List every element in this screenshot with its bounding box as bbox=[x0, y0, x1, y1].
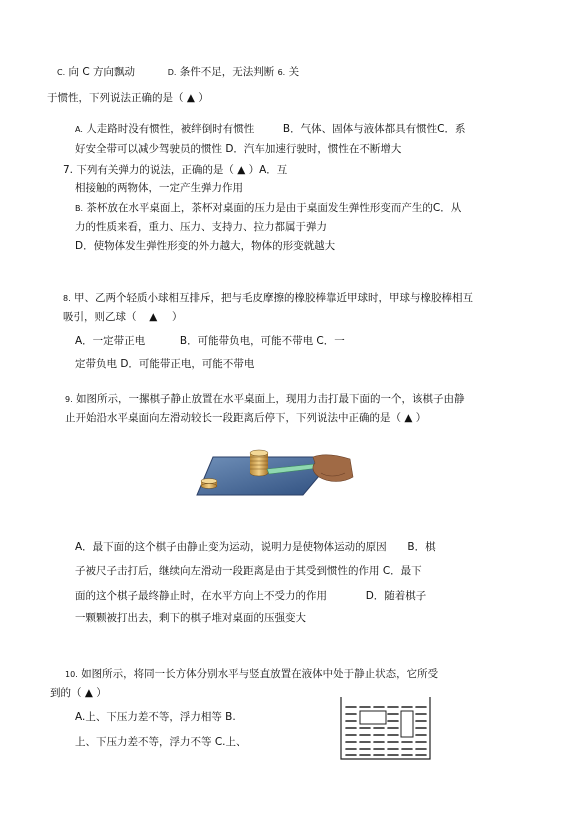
q10-option-a: A.上、下压力差不等，浮力相等 B. bbox=[75, 711, 236, 723]
q7-line4: 力的性质来看，重力、压力、支持力、拉力都属于弹力 bbox=[75, 221, 327, 233]
q8-line2 bbox=[63, 310, 182, 324]
q7-stem bbox=[63, 163, 287, 177]
question-stem: 如图所示，将同一长方体分别水平与竖直放置在液体中处于静止状态，它所受 bbox=[81, 668, 439, 680]
option-a-prefix: A. bbox=[75, 125, 83, 134]
q7-option-b bbox=[75, 201, 461, 216]
q6-tail-line bbox=[57, 65, 299, 80]
q9-stem bbox=[65, 392, 464, 407]
q6-line3: 好安全带可以减少驾驶员的惯性 D．汽车加速行驶时，惯性在不断增大 bbox=[75, 143, 402, 155]
question-start: 关 bbox=[288, 66, 300, 78]
liquid-container-figure bbox=[338, 695, 433, 761]
chess-stack bbox=[250, 450, 268, 476]
option-b-prefix: B. bbox=[75, 204, 84, 213]
vertical-block bbox=[401, 711, 413, 737]
question-number: 6. bbox=[277, 68, 286, 77]
option-b-text: B．棋 bbox=[407, 541, 436, 553]
answer-mark: ▲ bbox=[149, 311, 158, 323]
option-d-text: D．随着棋子 bbox=[365, 590, 427, 602]
paren-close: ） bbox=[415, 412, 427, 424]
paren-close: ）A．互 bbox=[248, 164, 288, 176]
option-c-text: 向 C 方向飘动 bbox=[68, 66, 135, 78]
q6-stem bbox=[47, 91, 209, 105]
hand bbox=[313, 455, 353, 482]
q8-option-ab bbox=[75, 334, 345, 348]
q9-line5 bbox=[75, 589, 426, 603]
option-b-text: B．可能带负电，可能不带电 C．一 bbox=[179, 335, 345, 347]
paren-close: ） bbox=[171, 311, 183, 323]
q6-option-ab bbox=[75, 122, 465, 137]
paren-close: ） bbox=[96, 687, 107, 699]
answer-mark: ▲ bbox=[237, 164, 246, 176]
chess-stack-figure bbox=[195, 443, 355, 503]
q9-line6: 一颗颗被打出去，剩下的棋子堆对桌面的压强变大 bbox=[75, 612, 306, 624]
question-stem-cont: 吸引，则乙球（ bbox=[63, 311, 137, 323]
question-number: 9. bbox=[65, 395, 73, 404]
option-c-text: 面的这个棋子最终静止时，在水平方向上不受力的作用 bbox=[75, 590, 327, 602]
q8-line4: 定带负电 D．可能带正电，可能不带电 bbox=[75, 358, 255, 370]
question-stem: 于惯性，下列说法正确的是（ bbox=[47, 92, 184, 104]
q8-stem bbox=[63, 291, 473, 306]
question-number: 8. bbox=[63, 294, 71, 303]
sliding-chess-piece bbox=[201, 479, 217, 489]
question-stem: 甲、乙两个轻质小球相互排斥，把与毛皮摩擦的橡胶棒靠近甲球时，甲球与橡胶棒相互 bbox=[73, 292, 473, 304]
question-number: 10. bbox=[65, 670, 78, 679]
q10-line4: 上、下压力差不等，浮力不等 C.上、 bbox=[75, 736, 247, 748]
answer-mark: ▲ bbox=[186, 92, 195, 104]
option-c-prefix: C. bbox=[57, 68, 66, 77]
q7-line2: 相接触的两物体，一定产生弹力作用 bbox=[75, 182, 243, 194]
option-a-text: A．一定带正电 bbox=[75, 335, 146, 347]
paren-close: ） bbox=[198, 92, 209, 104]
question-stem: 7. 下列有关弹力的说法，正确的是（ bbox=[63, 164, 234, 176]
option-b-text: B．气体、固体与液体都具有惯性C．系 bbox=[282, 123, 466, 135]
answer-mark: ▲ bbox=[404, 412, 413, 424]
option-d-prefix: D. bbox=[167, 68, 177, 77]
option-b-text: 茶杯放在水平桌面上，茶杯对桌面的压力是由于桌面发生弹性形变而产生的C．从 bbox=[86, 202, 462, 214]
q10-line2 bbox=[50, 686, 107, 700]
question-stem-cont: 到的（ bbox=[50, 687, 82, 699]
option-a-text: 人走路时没有惯性，被绊倒时有惯性 bbox=[86, 123, 255, 135]
question-stem-cont: 止开始沿水平桌面向左滑动较长一段距离后停下，下列说法中正确的是（ bbox=[65, 412, 401, 424]
option-d-text: 条件不足，无法判断 bbox=[179, 66, 275, 78]
q10-stem bbox=[65, 667, 438, 682]
q7-option-d: D．使物体发生弹性形变的外力越大，物体的形变就越大 bbox=[75, 240, 336, 252]
answer-mark: ▲ bbox=[84, 687, 93, 699]
q9-option-ab bbox=[75, 540, 436, 554]
question-stem: 如图所示，一摞棋子静止放置在水平桌面上，现用力击打最下面的一个，该棋子由静 bbox=[75, 393, 465, 405]
q9-line2 bbox=[65, 411, 426, 425]
q9-line4: 子被尺子击打后，继续向左滑动一段距离是由于其受到惯性的作用 C．最下 bbox=[75, 565, 422, 577]
option-a-text: A．最下面的这个棋子由静止变为运动，说明力是使物体运动的原因 bbox=[75, 541, 387, 553]
horizontal-block bbox=[360, 711, 386, 724]
